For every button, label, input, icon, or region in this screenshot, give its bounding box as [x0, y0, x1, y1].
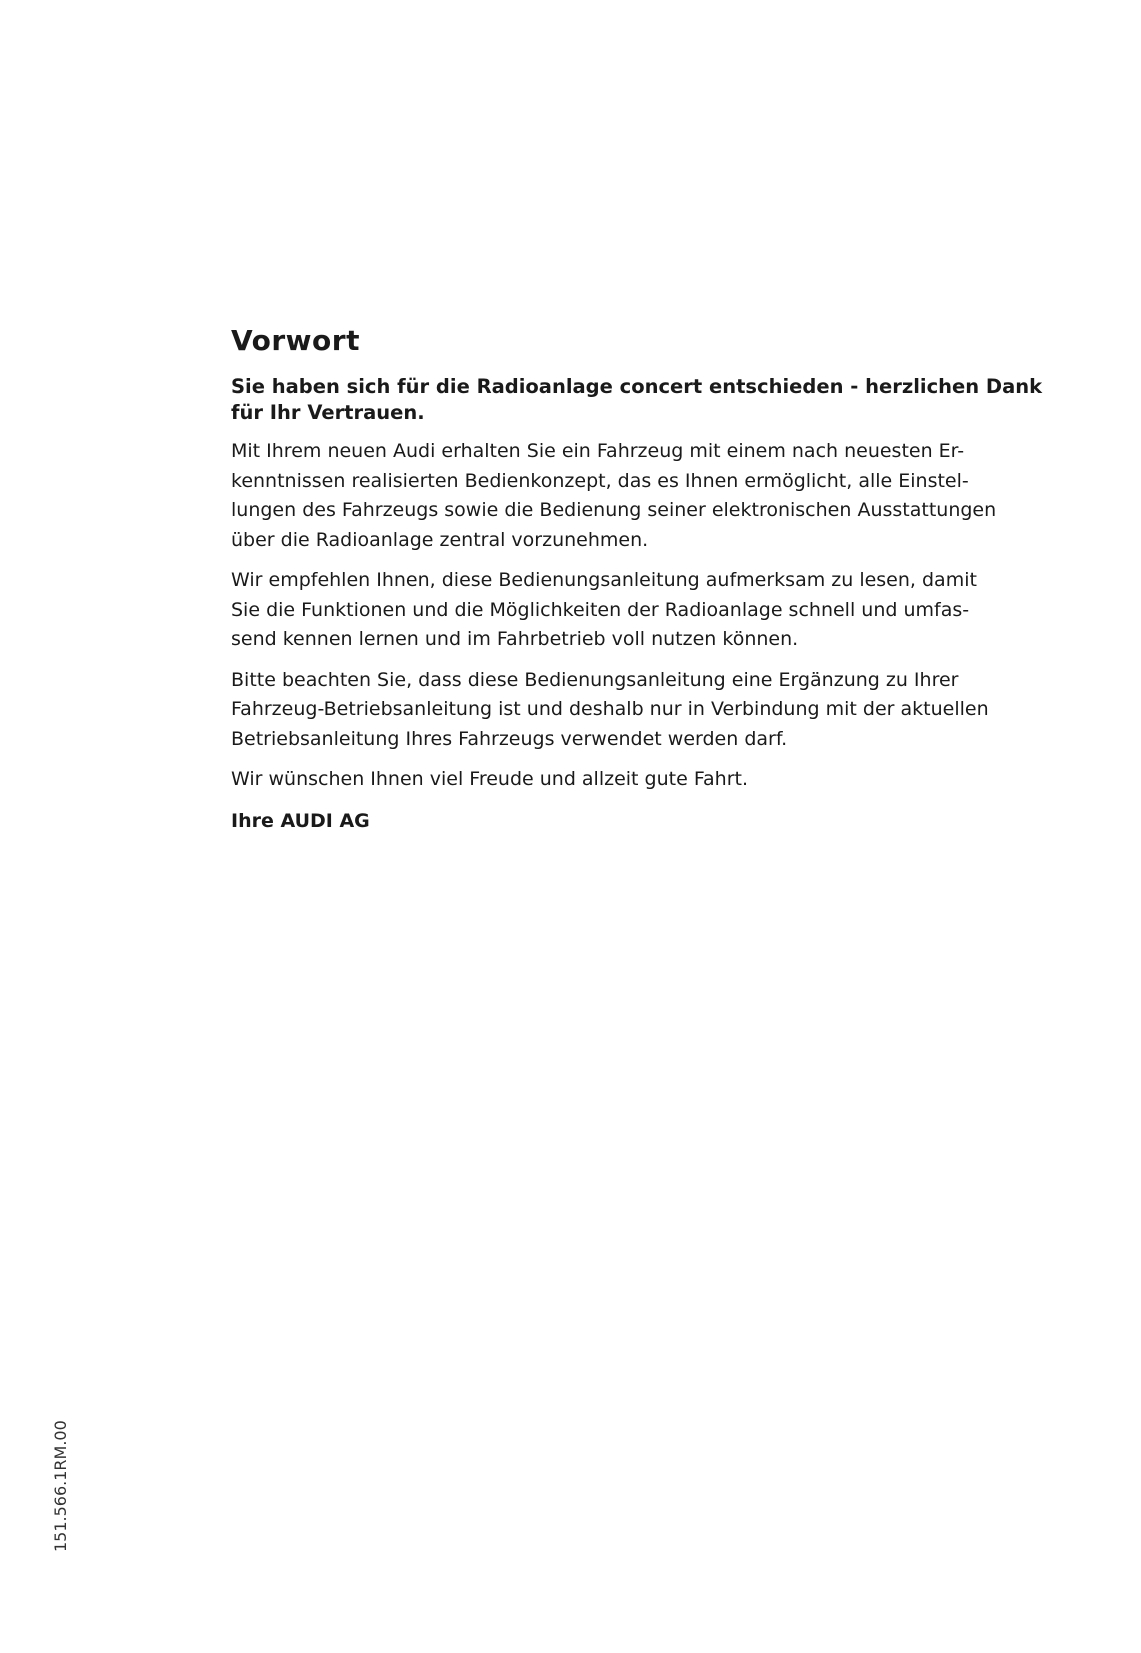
document-code: 151.566.1RM.00 — [51, 1420, 70, 1552]
text-line: Fahrzeug-Betriebsanleitung ist und deshalb nur in Verbindung mit der aktuellen — [231, 698, 989, 720]
text-line: über die Radioanlage zentral vorzunehmen. — [231, 528, 649, 551]
text-line: Betriebsanleitung Ihres Fahrzeugs verwendet werden darf. — [231, 727, 788, 750]
paragraph — [231, 765, 1001, 795]
text-line: lungen des Fahrzeugs sowie die Bedienung seiner elektronischen Ausstattungen — [231, 499, 997, 521]
foreword-section — [231, 322, 1043, 836]
text-line: Wir empfehlen Ihnen, diese Bedienungsanleitung aufmerksam zu lesen, damit — [231, 569, 977, 591]
text-line: Wir wünschen Ihnen viel Freude und allzeit gute Fahrt. — [231, 768, 748, 790]
intro-line: Sie haben sich für die Radioanlage concert entschieden - herzlichen Dank — [231, 375, 1043, 398]
text-line: send kennen lernen und im Fahrbetrieb voll nutzen können. — [231, 628, 799, 650]
page-title: Vorwort — [231, 324, 360, 357]
intro-line: für Ihr Vertrauen. — [231, 401, 425, 424]
text-line: Mit Ihrem neuen Audi erhalten Sie ein Fahrzeug mit einem nach neuesten Er- — [231, 440, 965, 462]
paragraph — [231, 566, 1001, 655]
signature: Ihre AUDI AG — [231, 809, 370, 832]
text-line: Bitte beachten Sie, dass diese Bedienungsanleitung eine Ergänzung zu Ihrer — [231, 668, 959, 691]
text-line: kenntnissen realisierten Bedienkonzept, das es Ihnen ermöglicht, alle Einstel- — [231, 469, 969, 492]
paragraph — [231, 666, 1001, 755]
intro-text — [231, 374, 1043, 426]
text-line: Sie die Funktionen und die Möglichkeiten der Radioanlage schnell und umfas- — [231, 598, 970, 621]
paragraph — [231, 437, 1001, 555]
